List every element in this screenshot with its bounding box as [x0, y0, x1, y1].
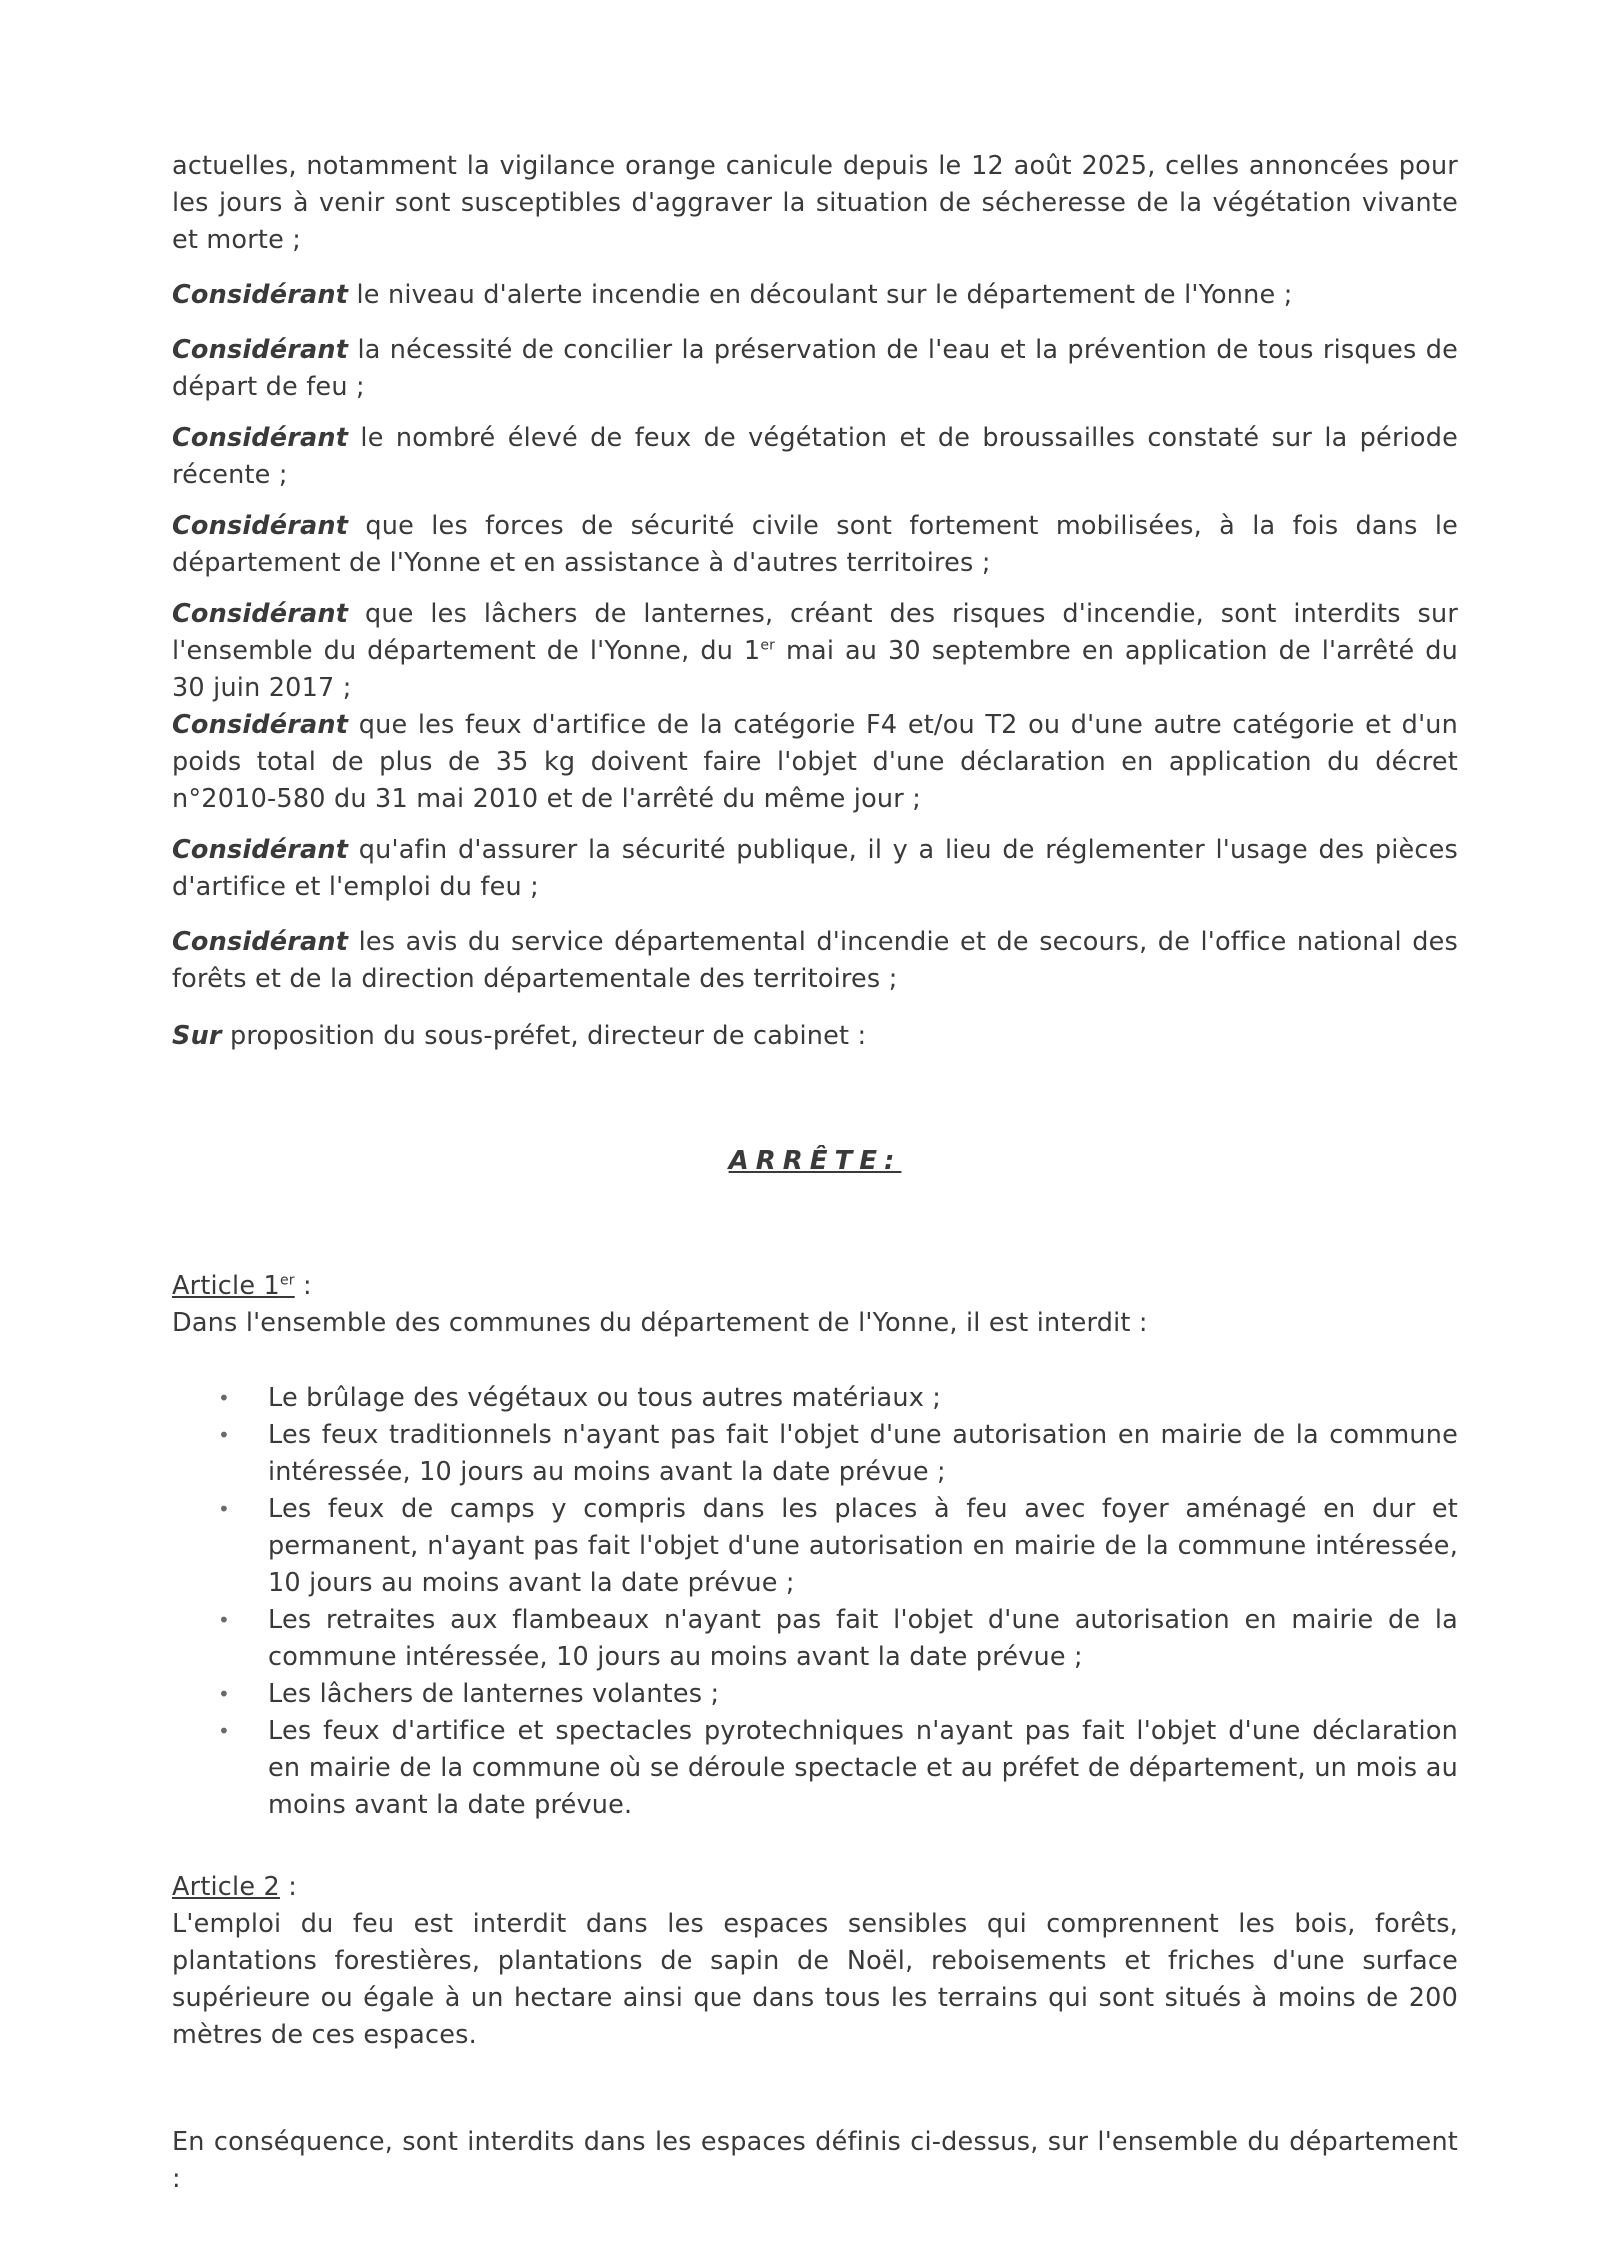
bullet-icon: •	[218, 1682, 230, 1706]
considerant-keyword: Considérant	[172, 335, 349, 365]
intro-continuation: actuelles, notamment la vigilance orange canicule depuis le 12 août 2025, celles annoncées pour les jours à venir sont susceptibles d'aggraver la situation de sécheresse de la végétation vivante et morte ;	[172, 151, 1458, 255]
considerant-keyword: Considérant	[172, 599, 349, 629]
article-2-label: Article 2	[172, 1872, 280, 1902]
considerant-paragraph	[172, 332, 1458, 406]
considerant-keyword: Considérant	[172, 835, 349, 865]
article-2-text: L'emploi du feu est interdit dans les espaces sensibles qui comprennent les bois, forêts, plantations forestières, plantations de sapin de Noël, reboisements et friches d'une surface supérieure ou égale à un hectare ainsi que dans tous les terrains qui sont situés à moins de 200 mètres de ces espaces.	[172, 1909, 1458, 2050]
considerant-keyword: Considérant	[172, 511, 349, 541]
list-item: • Les lâchers de lanternes volantes ;	[172, 1676, 1458, 1713]
article-2-heading	[172, 1869, 1458, 1906]
considerant-paragraph	[172, 596, 1458, 707]
bullet-icon: •	[218, 1719, 230, 1743]
considerant-text: qu'afin d'assurer la sécurité publique, il y a lieu de réglementer l'usage des pièces d'artifice et l'emploi du feu ;	[172, 835, 1458, 902]
list-item: • Les feux de camps y compris dans les places à feu avec foyer aménagé en dur et permanent, n'ayant pas fait l'objet d'une autorisation en mairie de la commune intéressée, 10 jours au moins avant la date prévue ;	[172, 1491, 1458, 1602]
considerant-keyword: Considérant	[172, 280, 349, 310]
bullet-icon: •	[218, 1497, 230, 1521]
considerant-text: que les feux d'artifice de la catégorie F4 et/ou T2 ou d'une autre catégorie et d'un poids total de plus de 35 kg doivent faire l'objet d'une déclaration en application du décret n°2010-580 du 31 mai 2010 et de l'arrêté du même jour ;	[172, 710, 1458, 814]
bullet-icon: •	[218, 1608, 230, 1632]
considerant-keyword: Considérant	[172, 710, 349, 740]
article-2-colon: :	[279, 1872, 298, 1902]
considerant-paragraph	[172, 832, 1458, 906]
arrete-title: ARRÊTE:	[728, 1146, 902, 1176]
considerant-paragraph	[172, 277, 1458, 314]
sur-keyword: Sur	[172, 1021, 222, 1051]
considerant-text: mai au 30 septembre en application de l'arrêté du 30 juin 2017 ;	[172, 636, 1458, 703]
considerant-keyword: Considérant	[172, 423, 349, 453]
bullet-icon: •	[218, 1386, 230, 1410]
considerant-paragraph	[172, 420, 1458, 494]
considerant-text: les avis du service départemental d'incendie et de secours, de l'office national des forêts et de la direction départementale des territoires ;	[172, 927, 1458, 994]
list-item: • Les retraites aux flambeaux n'ayant pas fait l'objet d'une autorisation en mairie de la commune intéressée, 10 jours au moins avant la date prévue ;	[172, 1602, 1458, 1676]
considerant-paragraph	[172, 508, 1458, 582]
article-1-intro: Dans l'ensemble des communes du département de l'Yonne, il est interdit :	[172, 1308, 1148, 1338]
list-item: • Les feux traditionnels n'ayant pas fait l'objet d'une autorisation en mairie de la commune intéressée, 10 jours au moins avant la date prévue ;	[172, 1417, 1458, 1491]
sur-proposition	[172, 1018, 1458, 1055]
document-page	[172, 148, 1458, 2198]
article-1-colon: :	[294, 1271, 312, 1301]
considerant-text: le niveau d'alerte incendie en découlant sur le département de l'Yonne ;	[348, 280, 1293, 310]
article-1-list	[172, 1380, 1458, 1824]
considerant-paragraph	[172, 707, 1458, 818]
list-item: • Le brûlage des végétaux ou tous autres matériaux ;	[172, 1380, 1458, 1417]
list-item: • Les feux d'artifice et spectacles pyrotechniques n'ayant pas fait l'objet d'une déclaration en mairie de la commune où se déroule spectacle et au préfet de département, un mois au moins avant la date prévue.	[172, 1713, 1458, 1824]
consequence-text: En conséquence, sont interdits dans les espaces définis ci-dessus, sur l'ensemble du département :	[172, 2127, 1458, 2194]
considerant-keyword: Considérant	[172, 927, 349, 957]
superscript-er: er	[760, 637, 776, 654]
considerant-paragraph	[172, 924, 1458, 998]
article-1-heading	[172, 1268, 1458, 1305]
bullet-icon: •	[218, 1423, 230, 1447]
considerant-text: la nécessité de concilier la préservation de l'eau et la prévention de tous risques de départ de feu ;	[172, 335, 1458, 402]
considerant-text: que les forces de sécurité civile sont fortement mobilisées, à la fois dans le département de l'Yonne et en assistance à d'autres territoires ;	[172, 511, 1458, 578]
sur-text: proposition du sous-préfet, directeur de cabinet :	[221, 1021, 867, 1051]
considerant-text: le nombré élevé de feux de végétation et de broussailles constaté sur la période récente ;	[172, 423, 1458, 490]
article-1-label: Article 1er	[172, 1271, 295, 1301]
considerant-text: que les lâchers de lanternes, créant des risques d'incendie, sont interdits sur l'ensemble du département de l'Yonne, du 1	[172, 599, 1458, 666]
